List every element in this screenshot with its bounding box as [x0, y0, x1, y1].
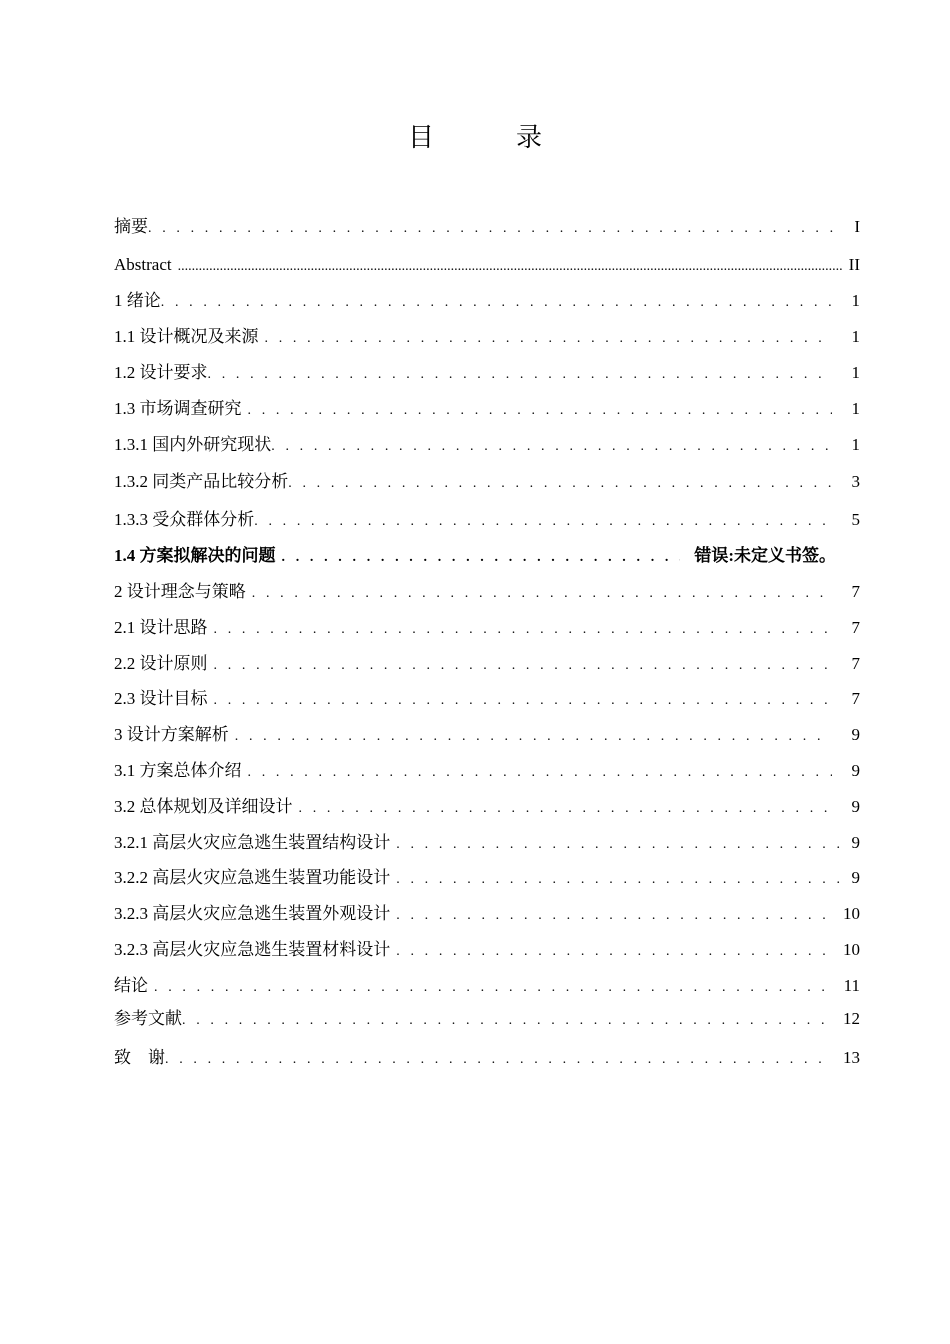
toc-leader-dots: [396, 832, 846, 858]
toc-entry-1-3-2[interactable]: [114, 469, 860, 495]
toc-leader-dots: [396, 867, 846, 893]
toc-leader-dots: [288, 471, 832, 497]
toc-leader-dots: [271, 434, 832, 460]
toc-entry-abstract-cn[interactable]: [114, 214, 860, 240]
toc-entry-3-1[interactable]: [114, 758, 860, 784]
toc-entry-page: 9: [851, 797, 860, 816]
toc-entry-page: 9: [851, 868, 860, 887]
toc-entry-page: 9: [851, 833, 860, 852]
toc-entry-label: 1.2 设计要求: [114, 363, 208, 382]
toc-entry-page: 13: [843, 1048, 860, 1067]
toc-entry-page: 1: [851, 435, 860, 454]
toc-entry-3-2[interactable]: [114, 794, 860, 820]
toc-leader-dots: [252, 581, 832, 607]
toc-entry-label: 1.1 设计概况及来源: [114, 327, 259, 346]
toc-entry-acknowledgements[interactable]: [114, 1045, 860, 1071]
toc-leader-dots: [396, 903, 829, 929]
toc-entry-page-error: 错误:未定义书签。: [694, 546, 836, 565]
toc-entry-page: 7: [851, 582, 860, 601]
toc-entry-label: 3.1 方案总体介绍: [114, 761, 242, 780]
toc-leader-dots: [265, 326, 833, 352]
toc-entry-page: 12: [843, 1009, 860, 1028]
toc-entry-2-3[interactable]: [114, 686, 860, 712]
toc-entry-page: 1: [851, 363, 860, 382]
toc-entry-page: 10: [843, 940, 860, 959]
toc-entry-label: 结论: [114, 976, 148, 995]
toc-entry-page: 1: [851, 399, 860, 418]
toc-entry-page: 5: [851, 510, 860, 529]
toc-leader-dots: [148, 216, 842, 242]
toc-entry-page: I: [854, 217, 860, 236]
toc-entry-label: 摘要: [114, 217, 148, 236]
toc-entry-conclusion[interactable]: [114, 973, 860, 999]
toc-leader-dots: [248, 760, 833, 786]
toc-entry-label: 1.3.3 受众群体分析: [114, 510, 255, 529]
toc-entry-label: Abstract: [114, 255, 172, 274]
toc-entry-3-2-2[interactable]: [114, 865, 860, 891]
toc-leader-dots: [235, 724, 832, 750]
toc-entry-1-2[interactable]: [114, 360, 860, 386]
toc-leader-dots: [154, 975, 830, 1001]
toc-entry-2[interactable]: [114, 579, 860, 605]
toc-entry-3[interactable]: [114, 722, 860, 748]
toc-entry-label: 2.3 设计目标: [114, 689, 208, 708]
toc-entry-label: 3.2.1 高层火灾应急逃生装置结构设计: [114, 833, 391, 852]
page-title: 目 录: [407, 123, 570, 152]
toc-entry-label: 1 绪论: [114, 291, 161, 310]
toc-entry-page: 10: [843, 904, 860, 923]
toc-leader-dots: [254, 509, 832, 535]
toc-entry-page: 9: [851, 761, 860, 780]
toc-entry-label: 3 设计方案解析: [114, 725, 229, 744]
toc-entry-3-2-3-material[interactable]: [114, 937, 860, 963]
toc-entry-3-2-3-appearance[interactable]: [114, 901, 860, 927]
toc-entry-2-1[interactable]: [114, 615, 860, 641]
toc-entry-page: 1: [851, 291, 860, 310]
toc-entry-label: 3.2 总体规划及详细设计: [114, 797, 293, 816]
toc-entry-page: 9: [851, 725, 860, 744]
toc-entry-page: 1: [851, 327, 860, 346]
toc-entry-page: 7: [851, 618, 860, 637]
toc-leader-dots: [165, 1047, 829, 1073]
toc-leader-dots: [178, 254, 842, 280]
toc-leader-dots: [182, 1008, 829, 1034]
toc-entry-1-3-3[interactable]: [114, 507, 860, 533]
toc-entry-1-3[interactable]: [114, 396, 860, 422]
toc-entry-label: 3.2.3 高层火灾应急逃生装置外观设计: [114, 904, 391, 923]
toc-entry-label: 3.2.2 高层火灾应急逃生装置功能设计: [114, 868, 391, 887]
toc-entry-label: 参考文献: [114, 1009, 182, 1028]
toc-entry-label: 3.2.3 高层火灾应急逃生装置材料设计: [114, 940, 391, 959]
toc-entry-1[interactable]: [114, 288, 860, 314]
toc-entry-label: 1.3 市场调查研究: [114, 399, 242, 418]
toc-leader-dots: [214, 653, 833, 679]
toc-entry-page: 3: [851, 472, 860, 491]
toc-leader-dots: [248, 398, 833, 424]
toc-entry-label: 2.1 设计思路: [114, 618, 208, 637]
toc-entry-label: 1.4 方案拟解决的问题: [114, 546, 276, 565]
toc-leader-dots: [299, 796, 833, 822]
toc-entry-3-2-1[interactable]: [114, 830, 860, 856]
toc-entry-references[interactable]: [114, 1006, 860, 1032]
toc-entry-label: 致 谢: [114, 1048, 165, 1067]
toc-entry-page: 7: [851, 689, 860, 708]
toc-entry-page: II: [848, 255, 860, 274]
toc-leader-dots: [208, 362, 833, 388]
toc-entry-1-1[interactable]: [114, 324, 860, 350]
toc-entry-label: 1.3.2 同类产品比较分析: [114, 472, 289, 491]
toc-entry-abstract-en[interactable]: [114, 252, 860, 278]
toc-leader-dots: [161, 290, 832, 316]
toc-entry-label: 1.3.1 国内外研究现状: [114, 435, 272, 454]
toc-entry-page: 11: [843, 976, 860, 995]
toc-entry-1-4[interactable]: [114, 543, 860, 569]
toc-entry-page: 7: [851, 654, 860, 673]
toc-entry-label: 2.2 设计原则: [114, 654, 208, 673]
toc-entry-2-2[interactable]: [114, 651, 860, 677]
toc-entry-label: 2 设计理念与策略: [114, 582, 246, 601]
toc-leader-dots: [282, 545, 681, 571]
toc-entry-1-3-1[interactable]: [114, 432, 860, 458]
toc-leader-dots: [214, 688, 833, 714]
toc-leader-dots: [396, 939, 829, 965]
toc-leader-dots: [214, 617, 833, 643]
